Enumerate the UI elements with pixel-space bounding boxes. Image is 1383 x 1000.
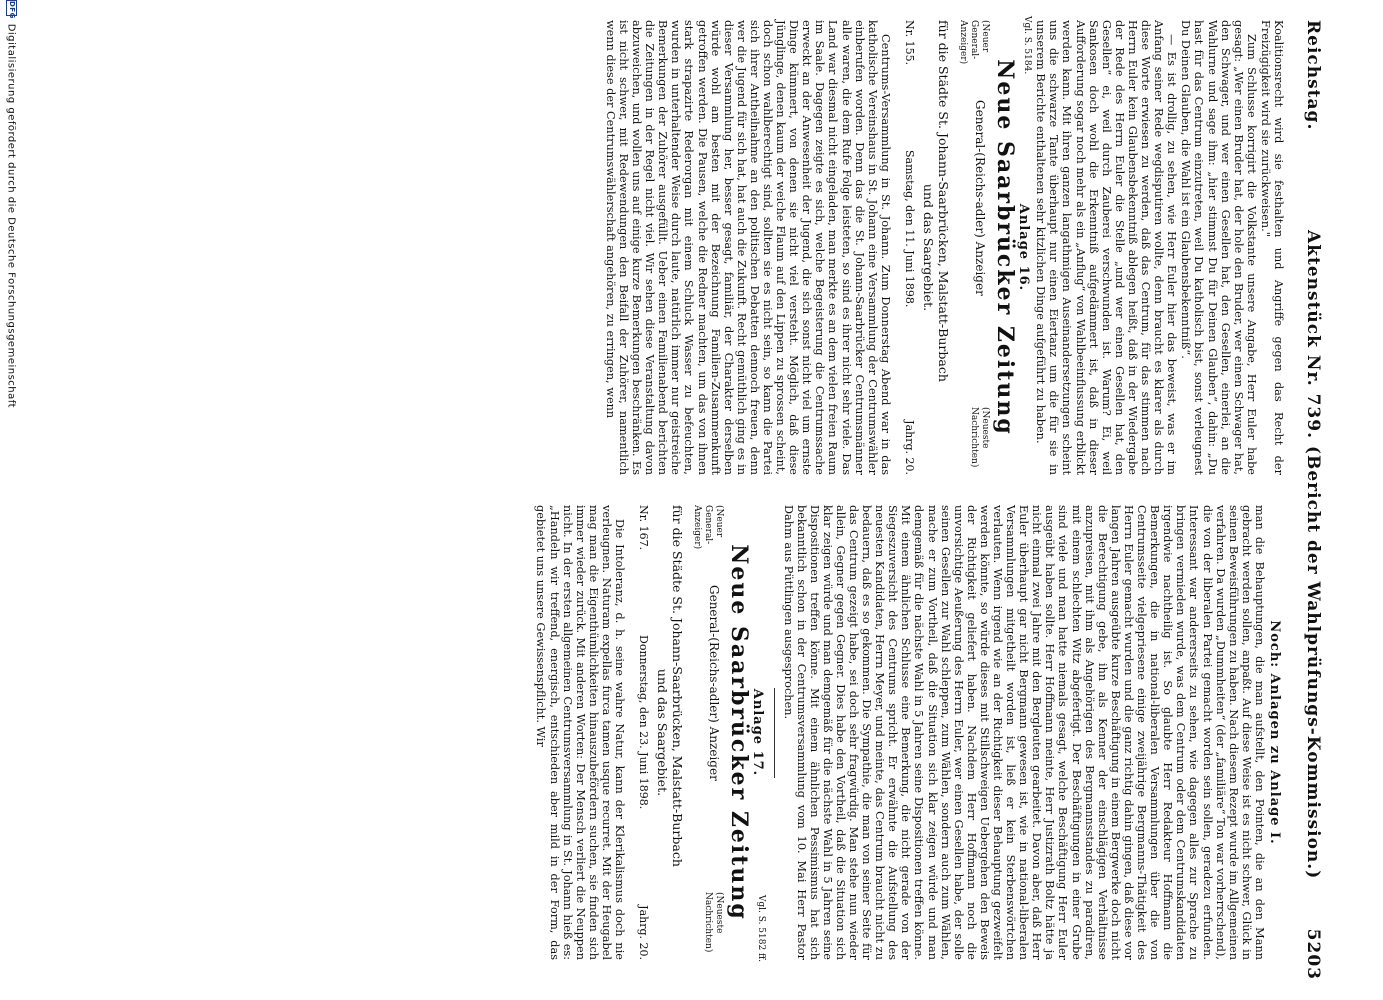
newspaper-region: für die Städte St. Johann-Saarbrücken, Malstatt-Burbach: [670, 505, 686, 867]
newspaper-left-label: (Neuer General-Anzeiger): [692, 505, 725, 550]
page-header: [1295, 20, 1323, 980]
anlage-17-title: Anlage 17.: [750, 688, 766, 777]
page-number: 5203: [1303, 928, 1323, 980]
dfg-logo: DFG: [8, 1, 17, 19]
header-title: Aktenstück Nr. 739. (Bericht der Wahlprüfungs-Kommission.): [1303, 230, 1323, 880]
newspaper-left-label: (Neuer General-Anzeiger): [958, 20, 991, 65]
newspaper-masthead: [634, 505, 753, 960]
anlage-16-title: Anlage 16.: [1016, 203, 1032, 292]
newspaper-center-label: General-(Reichs-adler) Anzeiger: [707, 585, 722, 781]
header-reichstag: Reichstag.: [1303, 20, 1323, 131]
issue-number: Nr. 155.: [902, 20, 916, 66]
anlage-16-section: [603, 16, 1033, 475]
newspaper-subtitle-row: [688, 505, 724, 960]
newspaper-title: Neue Saarbrücker Zeitung: [992, 59, 1019, 436]
anlage-17-reference: Vgl. S. 5182 ff.: [756, 894, 767, 962]
newspaper-right-label: (Neueste Nachrichten): [969, 407, 991, 468]
newspaper-region-2: und das Saargebiet.: [920, 183, 936, 312]
digitization-footer: [6, 0, 18, 1000]
digitization-credit: Digitalisierung gefördert durch die Deutsche Forschungsgemeinschaft: [6, 23, 17, 409]
anlage-16-reference: Vgl. S. 5184.: [1022, 16, 1033, 75]
anlage-17-section: [534, 505, 767, 962]
right-column: [533, 505, 1285, 960]
newspaper-meta: [634, 505, 650, 960]
newspaper-meta: [900, 20, 916, 475]
issue-date: Donnerstag, den 23. Juni 1898.: [637, 635, 651, 810]
issue-volume: Jahrg. 20.: [637, 905, 651, 960]
issue-number: Nr. 167.: [637, 505, 651, 551]
paragraph: Centrums-Versammlung in St. Johann. Zum Donnerstag Abend war in das katholische Vereinshaus in St. Johann eine Versammlung der Centrumswähler einberufen worden. Denn das die St. Johann-Saarbrücker Centrumsmänner alle waren, die dem Rufe Folge leisteten, so sind es ihrer nicht sehr viele. Das Land war diesmal nicht eingeladen, man merkte es an dem vielen freien Raum im Saale. Dagegen zeigte es sich, welche Begeisterung die Centrumssache erweckt an der Anwesenheit der Jugend, die sich sonst nicht viel um ernste Dinge kümmert, von denen sie nicht viel versteht. Möglich, daß diese Jünglinge, denen kaum der weiche Flaum auf den Lippen zu sprossen scheint, doch schon wahlberechtigt sind, sollten sie es nicht sein, so kann die Partei sich ihrer Antheilnahme an den politischen Debatten dennoch freuen, denn wer die Jugend für sich hat, hat auch die Zukunft. Recht gemüthlich ging es in dieser Versammlung her, besser gesagt, familiär, der Charakter derselben würde wohl am besten mit der Bezeichnung Familien-Zusammenkunft getroffen werden. Die Pausen, welche die Redner machten, um das von ihnen stark strapazirte Rederorgan mit einem Schluck Wasser zu befeuchten, wurden in unterhaltender Weise durch laute, natürlich immer nur geistreiche Bemerkungen der Zuhörer ausgefüllt. Ueber einen Familienabend berichten die Zeitungen in der Regel nicht viel. Wir sehen diese Veranstaltung davon abzuweichen, und wollen uns auf einige kurze Bemerkungen beschränken. Es ist nicht schwer, mit Redewendungen den Beifall der Zuhörer, namentlich wenn diese der Centrumswählerschaft angehören, zu erringen, wenn: [603, 20, 892, 475]
newspaper-region: für die Städte St. Johann-Saarbrücken, Malstatt-Burbach: [936, 20, 952, 382]
paragraph: man die Behauptungen, die man aufstellt, den Pointen, die an den Mann gebracht werden sollen, anpaßt. Auf diese Weise ist es nicht schwer, Glück in seinen Beweisführungen zu haben. Nach diesem Rezept wurde im Allgemeinen verfahren. Da wurden „Dummheiten“ (der „familiäre“ Ton war vorherrschend), die von der liberalen Partei gemacht worden sein sollen, geradezu erfunden. Interessant war andererseits zu sehen, wie dagegen alles zur Sprache zu bringen vermieden wurde, was dem Centrum oder dem Centrumskandidaten irgendwie nachtheilig ist. So glaubte Herr Redakteur Hoffmann die Bemerkungen, die in national-liberalen Versammlungen über die von Centrumsseite vielgepriesene einige zweijährige Bergmanns-Thätigkeit des Herrn Euler gemacht wurden und die ganz richtig dahin gingen, daß diese vor langen Jahren ausgeübte kurze Beschäftigung in einem Bergwerke doch nicht die Berechtigung gebe, ihn als Kenner der einschlägigen Verhältnisse anzupreisen, mit ihm als Angehörigen des Bergmannsstandes zu paradiren, mit einem schlechten Witz abgefertigt. Der Beschäftigungen in einer Grube sind viele und man hatte niemals gesagt, welche Beschäftigung Herr Euler ausgeübt haben sollte. Herr Hoffmann meinte, Herr Justizrath Boltz hätte ja nicht einmal zwei Jahre mit den Bergleuten gearbeitet. Davon aber, daß Herr Euler überhaupt gar nicht Bergmann gewesen ist, wie in national-liberalen Versammlungen mitgetheilt worden ist, ließ er kein Sterbenswörtchen verlauten. Wenn irgend wie an der Richtigkeit dieser Behauptung gezweifelt werden könnte, so würde dieses mit Stillschweigen Uebergehen den Beweis der Richtigkeit geliefert haben. Nachdem Herr Hoffmann noch die unvorsichtige Aeußerung des Herrn Euler, wer einen Gesellen habe, der solle seinen Gesellen zur Wahl schleppen, zum Wählen, sondern auch zum Wählen, mache er zum Vortheil, daß die Situation sich klar zeigen würde und man demgemäß für die nächste Wahl in 5 Jahren seine Dispositionen treffen könne. Mit einem ähnlichen Schlusse eine Bemerkung, die nicht gerade von der Siegeszuversicht des Centrums spricht. Er erwähnte die Aufstellung des neuesten Kandidaten, Herrn Meyer, und meinte, das Centrum braucht nicht zu bedauern, daß es so gekommen. Die Sympathie, die man von seiner Seite für das Centrum gezeigt habe, sei doch sehr fragwürdig. Man stehe nun wieder allein, Gegner gegen Gegner. Dies habe den Vortheil, daß die Situation sich klar zeigen würde und man demgemäß für die nächste Wahl in 5 Jahren seine Dispositionen treffen könne. Mit einem ähnlichen Pessimismus hat sich bekanntlich schon in der Centrumsversammlung vom 10. Mai Herr Pastor Dahm aus Püttlingen ausgesprochen.: [781, 505, 1266, 960]
newspaper-masthead: [900, 20, 1019, 475]
column-heading: Noch: Anlagen zu Anlage I.: [1267, 620, 1282, 845]
newspaper-title: Neue Saarbrücker Zeitung: [726, 544, 753, 921]
issue-date: Samstag, den 11. Juni 1898.: [902, 150, 916, 308]
paragraph: — Es ist drollig, zu sehen, wie Herr Euler hier das beweist, was er im Anfang seiner Rede wegdisputiren wollte, denn braucht es klarer als durch diese Worte erwiesen zu werden, daß das Centrum, für das stimmen nach Herrn Euler kein Glaubensbekenntniß ablegen heißt, daß in der Wiedergabe der Rede des Herrn Euler die Stelle „und wer einen Gesellen hat, den Gesellen“ ei, weil durch Zauberei verschwunden ist. Warum? Ei, weil Sankosen doch wohl die Erkenntniß aufgedämmert ist, daß in dieser Aufforderung sogar noch mehr als ein „Anflug“ von Wahlbeeinflussung erblickt werden kann. Mit ihren ganzen langathmigen Auseinandersetzungen scheint uns die schwarze Tante überhaupt nur einen Eiertanz um die für sie in unserem Berichte enthaltenen sehr kitzlichen Dinge aufgeführt zu haben.: [1034, 20, 1179, 475]
paragraph: Zum Schlusse korrigirt die Volkstante unsere Angabe, Herr Euler habe gesagt: „Wer einen Bruder hat, der hole den Bruder, wer einen Schwager hat, den Schwager, und wer einen Gesellen hat, den Gesellen, einerlei, an die Wahlurne und sage ihm: „hier stimmst Du für Deinen Glauben“, dahin: „Du hast für das Centrum einzutreten, weil Du katholisch bist, sonst verleugnest Du Deinen Glauben, die Wahl ist ein Glaubensbekenntniß“.: [1179, 20, 1258, 475]
paragraph: Die Intoleranz, d. h. seine wahre Natur, kann der Klerikalismus doch nie verleugnen. Naturam expellas furca tamen usque recurret. Mit der Heugabel mag man die Eigenthümlichkeiten hinauszubefördern suchen, sie finden sich immer wieder zurück. Mit anderen Worten: Der Mensch verliert die Neuppen nicht. In der ersten allgemeinen Centrumsversammlung in St. Johann hieß es: „Handeln wir treffend, energisch, entschieden aber mild in der Form, das gebietet uns unsere Gewissenspflicht. Wir: [534, 505, 627, 960]
newspaper-right-label: (Neueste Nachrichten): [703, 892, 725, 953]
newspaper-subtitle-row: [954, 20, 990, 475]
newspaper-center-label: General-(Reichs-adler) Anzeiger: [973, 100, 988, 296]
section-divider: [774, 688, 775, 778]
left-column: [603, 16, 1285, 475]
issue-volume: Jahrg. 20.: [902, 420, 916, 475]
paragraph: Koalitionsrecht wird sie festhalten und Angriffe gegen das Recht der Freizügigkeit wird sie zurückweisen.": [1258, 20, 1285, 475]
newspaper-region-2: und das Saargebiet.: [655, 668, 671, 797]
